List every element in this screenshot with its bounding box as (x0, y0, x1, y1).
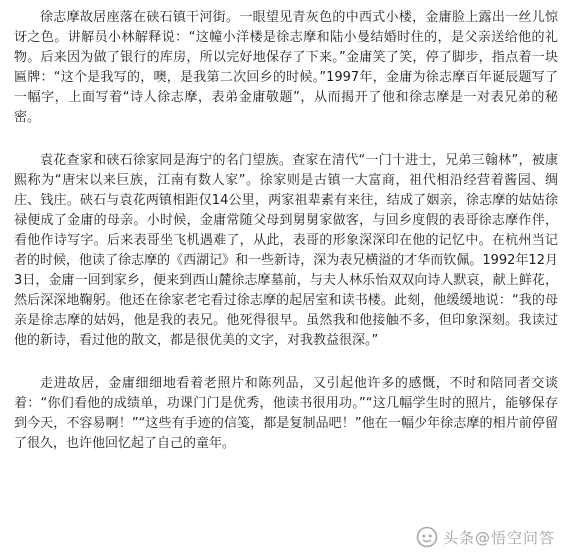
paragraph-former-residence: 徐志摩故居座落在硖石镇干河街。一眼望见青灰色的中西式小楼，金庸脸上露出一丝儿惊讶之色。讲解员小林解释说：“这幢小洋楼是徐志摩和陆小曼结婚时住的，是父亲送给他的礼物。后来因为做了银行的库房，所以完好地保存了下来。”金庸笑了笑，停了脚步，指点着一块匾牌：“这个是我写的，噢，是我第二次回乡的时候。”1997年，金庸为徐志摩百年诞辰题写了一幅字，上面写着“诗人徐志摩，表弟金庸敬题”，从而揭开了他和徐志摩是一对表兄弟的秘密。 (14, 10, 558, 125)
wukong-logo-icon (416, 526, 438, 548)
watermark-text: 头条@悟空问答 (442, 528, 555, 547)
paragraph-visit: 走进故居，金庸细细地看着老照片和陈列品，又引起他许多的感慨，不时和陪同者交谈着：“你们看他的成绩单，功课门门是优秀，他读书很用功。”“这几幅学生时的照片，能够保存到今天，不容易啊！”“这些有手迹的信笺，都是复制品吧！”他在一幅少年徐志摩的相片前停留了很久，也许他回忆起了自己的童年。 (14, 376, 558, 451)
watermark (412, 523, 561, 551)
paragraph-family-history: 袁花查家和硖石徐家同是海宁的名门望族。查家在清代“一门十进士，兄弟三翰林”，被康熙称为“唐宋以来巨族，江南有数人家”。徐家则是古镇一大富商，祖代相沿经营着酱园、绸庄、钱庄。硖石与袁花两镇相距仅14公里，两家祖辈素有来往，结成了姻亲，徐志摩的姑姑徐禄便成了金庸的母亲。小时候，金庸常随父母到舅舅家做客，与回乡度假的表哥徐志摩作伴，看他作诗写字。后来表哥坐飞机遇难了，从此，表哥的形象深深印在他的记忆中。在杭州当记者的时候，他读了徐志摩的《西湖记》和一些新诗，深为表兄横溢的才华而钦佩。1992年12月3日，金庸一回到家乡，便来到西山麓徐志摩墓前，与夫人林乐怡双双向诗人默哀，献上鲜花，然后深深地鞠躬。他还在徐家老宅看过徐志摩的起居室和读书楼。此刻，他缓缓地说：“我的母亲是徐志摩的姑妈，他是我的表兄。他死得很早。虽然我和他接触不多，但印象深刻。我读过他的新诗，看过他的散文，都是很优美的文字，对我教益很深。” (14, 153, 558, 348)
article-body (14, 8, 558, 454)
